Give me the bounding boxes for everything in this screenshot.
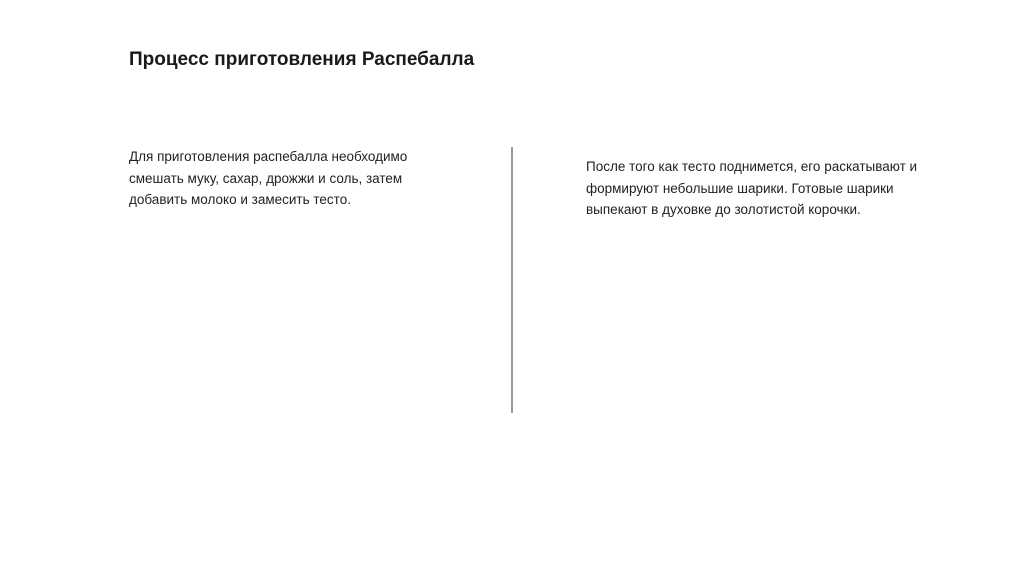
slide-title: Процесс приготовления Распебалла xyxy=(129,49,475,70)
column-divider xyxy=(511,147,513,413)
right-column-text: После того как тесто поднимется, его раскатывают и формируют небольшие шарики. Готовые шарики выпекают в духовке до золотистой корочки. xyxy=(586,159,918,217)
left-column-text: Для приготовления распебалла необходимо смешать муку, сахар, дрожжи и соль, затем добавить молоко и замесить тесто. xyxy=(129,149,408,207)
